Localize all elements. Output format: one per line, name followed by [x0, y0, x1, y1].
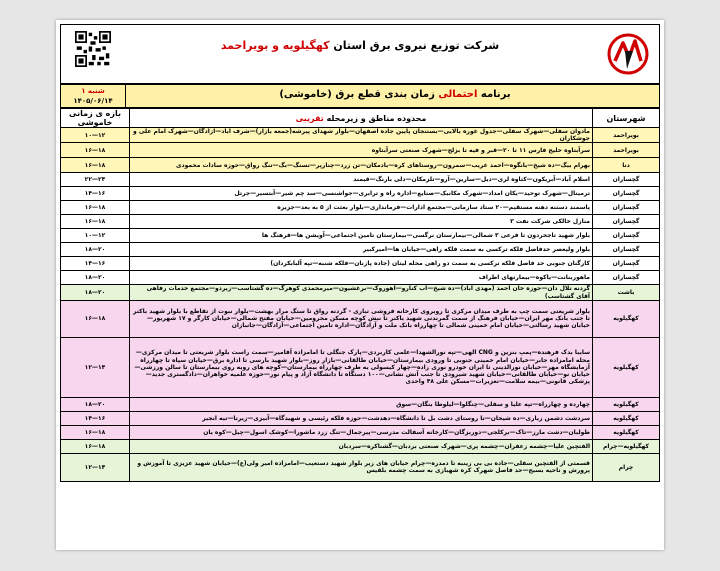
document-header: [60, 24, 660, 84]
table-row: [61, 439, 660, 453]
row-city: کهگیلویه: [593, 300, 660, 337]
row-city: گچساران: [593, 215, 660, 229]
table-row: [61, 128, 660, 143]
row-city: باشت: [593, 285, 660, 300]
row-city: کهگیلویه: [593, 397, 660, 411]
row-city: کهگیلویه: [593, 337, 660, 397]
table-row: [61, 397, 660, 411]
row-area: ترمینال—شهرک توحید—بکان امداد—شهرک مکانیک—صنایع—اداره راه و ترابری—جواشنسی—سد چم شیر—آبتسیر—جرتل: [130, 187, 593, 201]
row-time: ۱۴—۱۶: [61, 411, 130, 425]
row-area: ماهوربنانت—یاکوه—بیمارتهای اطراف: [130, 271, 593, 285]
col-header-area-main: محدوده مناطق و زیرمحله: [326, 113, 427, 123]
row-time: ۱۰—۱۲: [61, 229, 130, 243]
row-time: ۱۰—۱۲: [61, 128, 130, 143]
company-name: [121, 39, 599, 52]
row-time: ۱۴—۱۶: [61, 187, 130, 201]
company-prefix: شرکت توزیع نیروی برق استان: [333, 39, 500, 52]
row-time: ۱۸—۲۰: [61, 271, 130, 285]
row-time: ۱۲—۱۴: [61, 453, 130, 481]
schedule-table: [60, 108, 660, 482]
row-area: بلوار ولیعصر حدفاصل فلکه ترکسی به سمت فلکه راهی—خیابان ها—امیرکبیر: [130, 243, 593, 257]
row-area: سایبا بدک فرهنده—پمپ بنزین و CNG الهی—تپه نورالشهدا—علمی کاربردی—پارک جنگلی تا امامزاده آقامیر—سمت راست بلوار شریعتی تا میدان مرکزی—محله امامزاده جابر—خیابان امام خمینی جنوبی تا ورودی بیمارستان—خیابان طالقانی—بازار روز—بلوار شهید بارسی تا اداره برق—خیابان سپاه تا چهارراه آزمایشگاه مهر—خیابان نورالدینی تا ایران خودرو نوری زاده—چهار کیسولی به طرف چهارراه بیمارستان—کوچه های روبه روی بیمارستان تا سالن ورزشی—خیابان نو—خیابان طالقانی—خیابان شهید شیرودی تا جنب آتش نشانی—۱۰۰ دستگاه تا دانشگاه آزاد و پیام نور—حوزه علمیه خواهران—دادگستری جدید—پزشکی قانونی—بیمه سلامت—تعزیرات—مسکن علی ۴۸ واحدی: [130, 337, 593, 397]
date-box: [61, 85, 126, 108]
table-row: [61, 158, 660, 173]
program-title: [131, 89, 659, 100]
document-page: [56, 20, 664, 550]
row-city: کهگیلویه: [593, 411, 660, 425]
row-city: کهگیلویه—چرام: [593, 439, 660, 453]
row-area: منازل خالکی شرکت نفت ۳: [130, 215, 593, 229]
col-header-city: شهرستان: [593, 109, 660, 128]
row-city: بویراحمد: [593, 128, 660, 143]
row-time: ۱۶—۱۸: [61, 201, 130, 215]
row-city: گچساران: [593, 187, 660, 201]
row-time: ۱۸—۲۰: [61, 397, 130, 411]
col-header-time: بازه ی زمانی خاموشی: [61, 109, 130, 128]
program-highlight: احتمالی: [438, 89, 478, 100]
row-city: دنا: [593, 158, 660, 173]
table-row: [61, 411, 660, 425]
row-time: ۱۶—۱۸: [61, 158, 130, 173]
program-title-bar: [60, 84, 660, 108]
row-city: گچساران: [593, 229, 660, 243]
row-time: ۲۲—۲۴: [61, 173, 130, 187]
row-area: اسلام آباد—آبریکون—کتاوه لری—دیل—سارین—آرو—تلزمکان—دلی بارنگ—قیمند: [130, 173, 593, 187]
row-area: طولبان—دشت مارز—تاک—برکلجی—دوربزگان—کارخانه آسفالت مدرسی—پیرجمال—تنگ زرد ماشورا—کوشک اسول—چیل—کوه یان: [130, 425, 593, 439]
qr-code-icon: [75, 31, 111, 67]
row-time: ۱۶—۱۸: [61, 439, 130, 453]
col-header-area-highlight: تقریبی: [295, 113, 324, 123]
table-row: [61, 453, 660, 481]
row-time: ۱۸—۲۰: [61, 285, 130, 300]
row-time: ۱۶—۱۸: [61, 215, 130, 229]
table-row: [61, 300, 660, 337]
table-row: [61, 229, 660, 243]
row-area: بهرام بیگ—ده شیخ—بانگوه—احمد غریب—سمرون—روستاهای کره—بادمکان—تن زرد—چنارپر—تسنگ—بگ—تنگ رواق—حوزه سادات محمودی: [130, 158, 593, 173]
table-row: [61, 173, 660, 187]
row-city: گچساران: [593, 271, 660, 285]
table-row: [61, 187, 660, 201]
table-row: [61, 271, 660, 285]
table-row: [61, 243, 660, 257]
row-time: ۱۸—۲۰: [61, 243, 130, 257]
row-city: گچساران: [593, 173, 660, 187]
row-city: چرام: [593, 453, 660, 481]
row-area: الفتچین علیا—چشمه زعفران—چشمه پری—شهرک صنعتی بردبان—گشناکره—سردبان: [130, 439, 593, 453]
table-row: [61, 285, 660, 300]
row-area: سردشت دشمن زیاری—ده شیخان—تا روستای دشت بل تا دانشگاه—دهدشت—حوزه فلکه رئیسی و شهیدگاه—آبیزی—زیرتا—تیه انجیر: [130, 411, 593, 425]
row-time: ۱۶—۱۸: [61, 425, 130, 439]
row-area: پاسمند دستنه دهنه مستقیم—۲۰ ستاد سازمانی—مجتمع ادارات—فرمانداری—بلوار بعثت از ۵ به بعد—جزیره: [130, 201, 593, 215]
table-row: [61, 425, 660, 439]
table-header-row: [61, 109, 660, 128]
row-time: ۱۶—۱۸: [61, 143, 130, 158]
table-row: [61, 215, 660, 229]
row-area: سرآبتاوه خلیج فارس ۱۱ تا ۲۰—قبر و فیه تا بزلج—شهرک صنعتی سرآبتاوه: [130, 143, 593, 158]
row-city: گچساران: [593, 201, 660, 215]
program-prefix: برنامه: [480, 89, 511, 100]
row-area: مادوان سفلی—شهرک سفلی—جدول غوره بالایی—بستنجان پایین جاده اصفهان—بلوار شهدای پیرشه(جمعه بازار)—شرف آباد—آزادگان—شهرک امام علی و جوشکاران: [130, 128, 593, 143]
program-suffix: زمان بندی قطع برق (خاموشی): [279, 89, 435, 100]
col-header-area: [130, 109, 593, 128]
table-row: [61, 337, 660, 397]
row-area: چهارده و چهارراه—تپه علیا و سفلی—چنگلوا—لیلوطا بنگان—سوق: [130, 397, 593, 411]
row-time: ۱۲—۱۴: [61, 337, 130, 397]
row-area: قسمتی از الفتچین سفلی—جاده بی بی زینبه تا دمدره—چرام خیابان های زیر بلوار شهید دستغیب—امامزاده امیر ولی(ع)—خیابان شهید عزیزی تا آموزش و پرورش و ناحیه بسیج—حد فاصل شهرک کره شهبازی به سمت چشمه بلقیس: [130, 453, 593, 481]
row-city: کهگیلویه: [593, 425, 660, 439]
row-area: گردنه تلال دان—حوزه خان احمد (مهدی آباد)—ده شیخ—آب کنارو—آهوروک—برغشیون—میرمحمدی کوهرگ—ده گشتاسب—زیردو—مجتمع خدمات رفاهی آقای گشتاسب): [130, 285, 593, 300]
row-time: ۱۶—۱۸: [61, 300, 130, 337]
company-province: کهگیلویه و بویراحمد: [220, 39, 330, 52]
row-area: بلوار شریعتی سمت چپ به طرف میدان مرکزی تا روبروی کارخانه فروشی تباری - گردنه رواق تا ستگ مرار بهشت—بلوار نبوت از تقاطع با بلوار شهید باکنر تا جنب بانک مهر ایران—خیابان فرهنگ از سمت گمرندنی شهید باکنر تا نبش کوچه مسکن محرومین—خیابان مفتح شمالی—خیابان کارگر و ۱۷ شهریور—خیابان شهید رسالتی—خیابان امام خمینی شمالی تا چهارراه بانک ملت و آزادگان—اداره تامین اجتماعی—آزادگان—جانبازان: [130, 300, 593, 337]
table-row: [61, 257, 660, 271]
company-logo-icon: [605, 31, 651, 77]
row-time: ۱۴—۱۶: [61, 257, 130, 271]
table-row: [61, 201, 660, 215]
row-city: گچساران: [593, 257, 660, 271]
row-city: بویراحمد: [593, 143, 660, 158]
row-area: بلوار شهید تاجخردون تا فرعی ۳ شمالی—بیمارستان نرگسی—بیمارستان تامین اجتماعی—آویشن ها—فرهنگ ها: [130, 229, 593, 243]
day-label: شنبه ۱: [81, 87, 105, 95]
date-label: ۱۴۰۵/۰۶/۱۴: [73, 97, 113, 105]
table-row: [61, 143, 660, 158]
row-city: گچساران: [593, 243, 660, 257]
row-area: کارگنان جنوبی حد فاصل فلکه ترکسی به سمت دو راهی محله لیتان (جاده پازنان—فلکه شنبه—تپه آلبابکردان): [130, 257, 593, 271]
